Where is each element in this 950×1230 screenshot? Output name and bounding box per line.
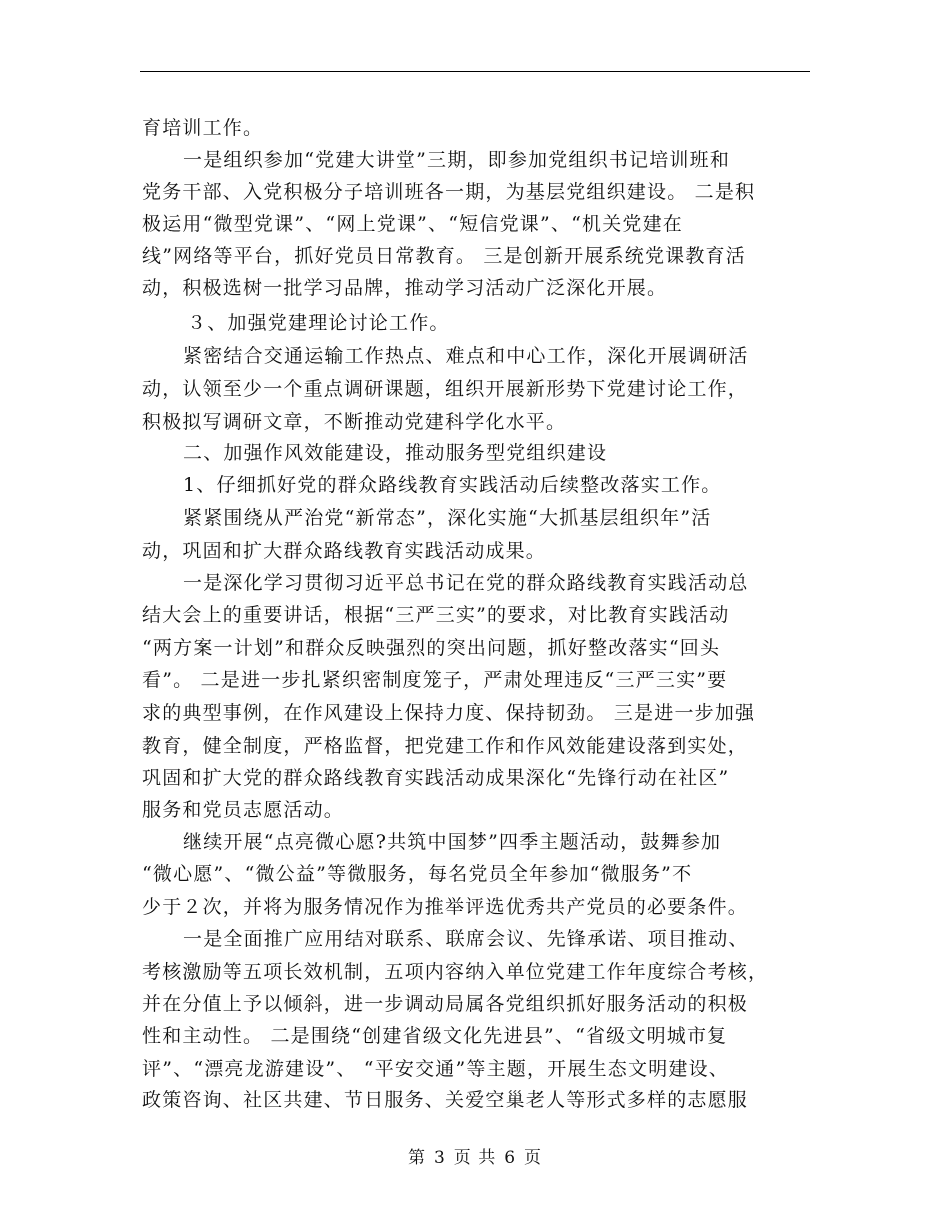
text-line: 线”网络等平台，抓好党员日常教育。 三是创新开展系统党课教育活 bbox=[142, 245, 746, 267]
text-line: “两方案一计划”和群众反映强烈的突出问题，抓好整改落实“回头 bbox=[142, 637, 721, 659]
section-heading: ３、加强党建理论讨论工作。 bbox=[187, 312, 450, 334]
text-line: 一是组织参加“党建大讲堂”三期，即参加党组织书记培训班和 bbox=[183, 149, 731, 171]
text-line: 积极拟写调研文章，不断推动党建科学化水平。 bbox=[142, 411, 567, 433]
text-line: 育培训工作。 bbox=[142, 117, 264, 139]
text-line: 性和主动性。 二是围绕“创建省级文化先进县”、“省级文明城市复 bbox=[142, 1025, 728, 1047]
text-line: 紧紧围绕从严治党“新常态”，深化实施“大抓基层组织年”活 bbox=[183, 507, 712, 529]
text-line: 动，认领至少一个重点调研课题，组织开展新形势下党建讨论工作， bbox=[142, 378, 749, 400]
text-line: 党务干部、入党积极分子培训班各一期，为基层党组织建设。 二是积 bbox=[142, 181, 756, 203]
text-line: 紧密结合交通运输工作热点、难点和中心工作，深化开展调研活 bbox=[183, 345, 749, 367]
text-line: 求的典型事例，在作风建设上保持力度、保持韧劲。 三是进一步加强 bbox=[142, 702, 756, 724]
text-line: 教育，健全制度，严格监督，把党建工作和作风效能建设落到实处， bbox=[142, 735, 749, 757]
text-line: 结大会上的重要讲话，根据“三严三实”的要求，对比教育实践活动 bbox=[142, 604, 730, 626]
text-line: 极运用“微型党课”、“网上党课”、“短信党课”、“机关党建在 bbox=[142, 213, 683, 235]
footer-suffix: 页 bbox=[524, 1148, 543, 1168]
text-line: 动，积极选树一批学习品牌，推动学习活动广泛深化开展。 bbox=[142, 277, 668, 299]
text-line: 巩固和扩大党的群众路线教育实践活动成果深化“先锋行动在社区” bbox=[142, 767, 730, 789]
text-line: 政策咨询、社区共建、节日服务、关爱空巢老人等形式多样的志愿服 bbox=[142, 1089, 749, 1111]
page-number: 3 bbox=[433, 1148, 446, 1168]
text-line: “微心愿”、“微公益”等微服务，每名党员全年参加“微服务”不 bbox=[142, 863, 693, 885]
text-line: 服务和党员志愿活动。 bbox=[142, 799, 345, 821]
section-heading: 二、加强作风效能建设，推动服务型党组织建设 bbox=[183, 442, 608, 464]
page-footer bbox=[0, 1143, 950, 1168]
text-line: 一是深化学习贯彻习近平总书记在党的群众路线教育实践活动总 bbox=[183, 572, 749, 594]
footer-mid: 页 共 bbox=[453, 1148, 497, 1168]
page-total: 6 bbox=[504, 1148, 517, 1168]
text-line: 动，巩固和扩大群众路线教育实践活动成果。 bbox=[142, 540, 547, 562]
text-line: 少于２次，并将为服务情况作为推举评选优秀共产党员的必要条件。 bbox=[142, 896, 749, 918]
text-line: 继续开展“点亮微心愿?共筑中国梦”四季主题活动，鼓舞参加 bbox=[183, 831, 722, 853]
footer-prefix: 第 bbox=[407, 1148, 426, 1168]
text-line: 一是全面推广应用结对联系、联席会议、先锋承诺、项目推动、 bbox=[183, 928, 749, 950]
header-rule bbox=[140, 71, 810, 72]
section-heading: 1、仔细抓好党的群众路线教育实践活动后续整改落实工作。 bbox=[183, 474, 722, 496]
text-line: 考核激励等五项长效机制，五项内容纳入单位党建工作年度综合考核， bbox=[142, 961, 769, 983]
text-line: 评”、“漂亮龙游建设”、 “平安交通”等主题，开展生态文明建设、 bbox=[142, 1058, 730, 1080]
text-line: 看”。 二是进一步扎紧织密制度笼子，严肃处理违反“三严三实”要 bbox=[142, 669, 728, 691]
text-line: 并在分值上予以倾斜，进一步调动局属各党组织抓好服务活动的积极 bbox=[142, 993, 749, 1015]
